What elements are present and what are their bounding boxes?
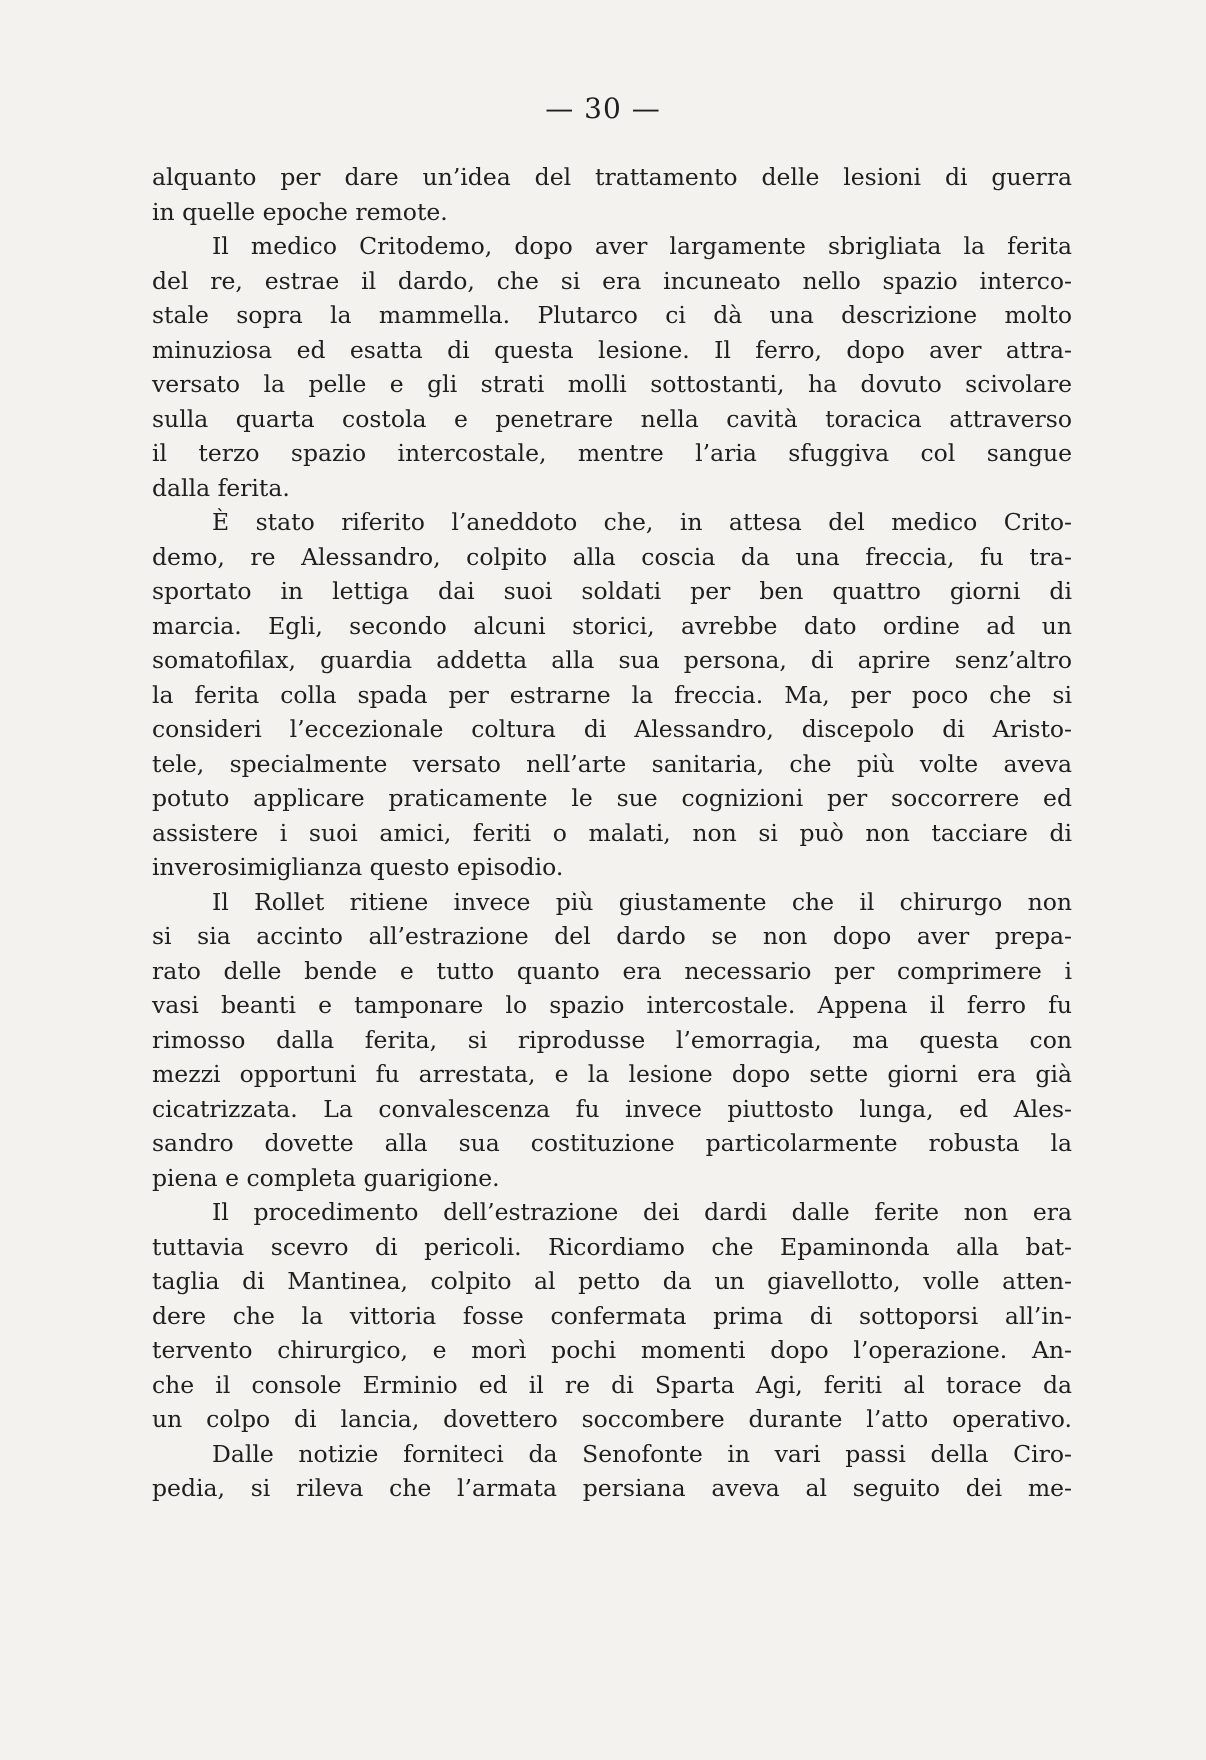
text-line: che il console Erminio ed il re di Sparta Agi, feriti al torace da — [152, 1370, 1072, 1399]
text-line: stale sopra la mammella. Plutarco ci dà una descrizione molto — [152, 301, 1072, 329]
text-line: sandro dovette alla sua costituzione particolarmente robusta la — [152, 1129, 1072, 1157]
text-line: inverosimiglianza questo episodio. — [152, 853, 564, 881]
text-line: Il Rollet ritiene invece più giustamente che il chirurgo non — [212, 887, 1072, 916]
text-line: cicatrizzata. La convalescenza fu invece piuttosto lunga, ed Ales- — [152, 1094, 1072, 1123]
text-line: pedia, si rileva che l’armata persiana aveva al seguito dei me- — [152, 1474, 1072, 1502]
text-line: dere che la vittoria fosse confermata prima di sottoporsi all’in- — [152, 1301, 1072, 1330]
text-line: si sia accinto all’estrazione del dardo se non dopo aver prepa- — [152, 922, 1072, 950]
text-line: vasi beanti e tamponare lo spazio intercostale. Appena il ferro fu — [152, 991, 1072, 1019]
text-line: tele, specialmente versato nell’arte sanitaria, che più volte aveva — [152, 749, 1072, 778]
text-line: minuziosa ed esatta di questa lesione. Il ferro, dopo aver attra- — [152, 335, 1072, 364]
text-line: consideri l’eccezionale coltura di Alessandro, discepolo di Aristo- — [152, 715, 1072, 743]
body-text — [152, 160, 1072, 1506]
text-line: marcia. Egli, secondo alcuni storici, avrebbe dato ordine ad un — [152, 611, 1072, 640]
text-line: Dalle notizie forniteci da Senofonte in vari passi della Ciro- — [212, 1439, 1072, 1468]
text-line: rimosso dalla ferita, si riprodusse l’emorragia, ma questa con — [152, 1025, 1072, 1054]
text-line: piena e completa guarigione. — [152, 1163, 500, 1192]
text-line: un colpo di lancia, dovettero soccombere durante l’atto operativo. — [152, 1405, 1072, 1433]
text-line: alquanto per dare un’idea del trattamento delle lesioni di guerra — [152, 163, 1072, 191]
text-line: Il procedimento dell’estrazione dei dardi dalle ferite non era — [212, 1198, 1072, 1226]
text-line: assistere i suoi amici, feriti o malati, non si può non tacciare di — [152, 818, 1072, 847]
text-line: È stato riferito l’aneddoto che, in attesa del medico Crito- — [212, 508, 1072, 536]
text-line: tuttavia scevro di pericoli. Ricordiamo che Epaminonda alla bat- — [152, 1232, 1072, 1261]
text-line: in quelle epoche remote. — [152, 197, 448, 226]
text-line: sulla quarta costola e penetrare nella cavità toracica attraverso — [152, 404, 1072, 433]
text-line: del re, estrae il dardo, che si era incuneato nello spazio interco- — [152, 266, 1072, 295]
text-line: demo, re Alessandro, colpito alla coscia da una freccia, fu tra- — [152, 542, 1072, 571]
text-line: la ferita colla spada per estrarne la freccia. Ma, per poco che si — [152, 680, 1072, 709]
text-line: il terzo spazio intercostale, mentre l’aria sfuggiva col sangue — [152, 439, 1072, 467]
text-line: versato la pelle e gli strati molli sottostanti, ha dovuto scivolare — [152, 370, 1072, 398]
text-line: somatofilax, guardia addetta alla sua persona, di aprire senz’altro — [152, 646, 1072, 674]
page-number: — 30 — — [545, 92, 661, 125]
text-line: sportato in lettiga dai suoi soldati per ben quattro giorni di — [152, 577, 1072, 605]
text-line: dalla ferita. — [152, 473, 290, 502]
text-line: taglia di Mantinea, colpito al petto da un giavellotto, volle atten- — [152, 1267, 1072, 1295]
text-line: Il medico Critodemo, dopo aver largamente sbrigliata la ferita — [212, 232, 1072, 260]
text-line: rato delle bende e tutto quanto era necessario per comprimere i — [152, 956, 1072, 985]
text-line: potuto applicare praticamente le sue cognizioni per soccorrere ed — [152, 784, 1072, 812]
text-line: mezzi opportuni fu arrestata, e la lesione dopo sette giorni era già — [152, 1060, 1072, 1088]
text-line: tervento chirurgico, e morì pochi momenti dopo l’operazione. An- — [152, 1336, 1072, 1364]
